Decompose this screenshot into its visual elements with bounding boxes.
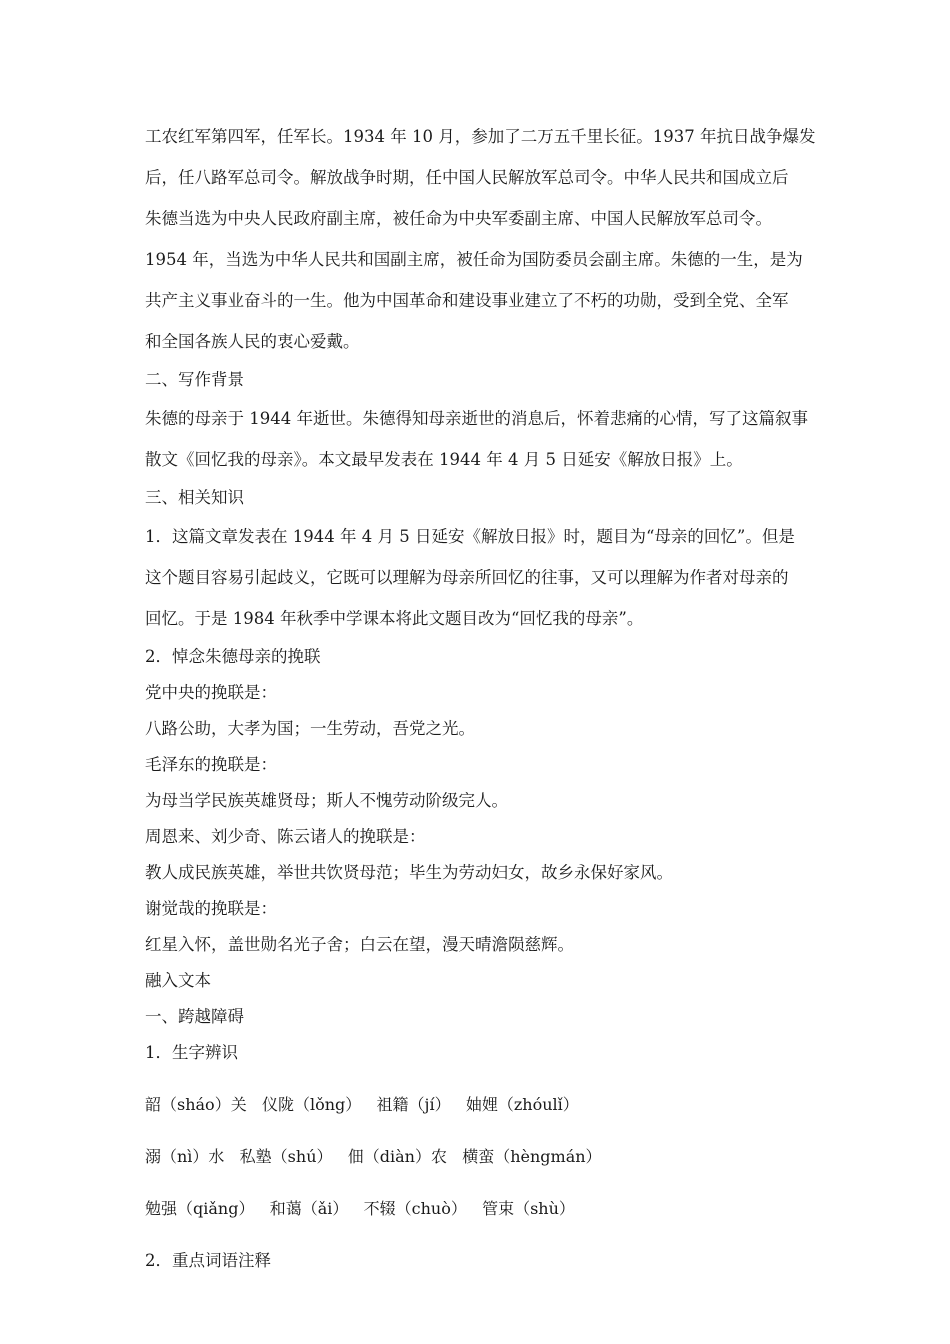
section-related-knowledge xyxy=(145,480,825,963)
text-line: 1954 年，当选为中华人民共和国副主席，被任命为国防委员会副主席。朱德的一生，是为 xyxy=(145,250,803,269)
section-heading: 三、相关知识 xyxy=(145,488,244,507)
section-into-text xyxy=(145,963,825,1279)
item-heading: 2．重点词语注释 xyxy=(145,1251,271,1270)
elegy-text: 教人成民族英雄，举世共饮贤母范；毕生为劳动妇女，故乡永保好家风。 xyxy=(145,863,673,882)
text-line: 朱德当选为中央人民政府副主席，被任命为中央军委副主席、中国人民解放军总司令。 xyxy=(145,209,772,228)
text-line: 和全国各族人民的衷心爱戴。 xyxy=(145,332,360,351)
section-heading: 二、写作背景 xyxy=(145,370,244,389)
text-line: 回忆。于是 1984 年秋季中学课本将此文题目改为“回忆我的母亲”。 xyxy=(145,609,644,628)
text-line: 后，任八路军总司令。解放战争时期，任中国人民解放军总司令。中华人民共和国成立后 xyxy=(145,168,789,187)
text-line: 工农红军第四军，任军长。1934 年 10 月，参加了二万五千里长征。1937 年抗日战争爆发 xyxy=(145,127,816,146)
elegy-text: 为母当学民族英雄贤母；斯人不愧劳动阶级完人。 xyxy=(145,791,508,810)
pinyin-row: 溺（nì）水 私塾（shú） 佃（diàn）农 横蛮（hèngmán） xyxy=(145,1147,602,1166)
section-writing-background xyxy=(145,362,825,480)
elegy-text: 红星入怀，盖世勋名光子舍；白云在望，漫天晴澹陨慈辉。 xyxy=(145,935,574,954)
text-line: 这个题目容易引起歧义，它既可以理解为母亲所回忆的往事，又可以理解为作者对母亲的 xyxy=(145,568,789,587)
text-line: 散文《回忆我的母亲》。本文最早发表在 1944 年 4 月 5 日延安《解放日报》上。 xyxy=(145,450,743,469)
item-heading: 2．悼念朱德母亲的挽联 xyxy=(145,647,321,666)
text-line: 1．这篇文章发表在 1944 年 4 月 5 日延安《解放日报》时，题目为“母亲的回忆”。但是 xyxy=(145,527,795,546)
item-heading: 1．生字辨识 xyxy=(145,1043,238,1062)
pinyin-row: 韶（sháo）关 仪陇（lǒng） 祖籍（jí） 妯娌（zhóulǐ） xyxy=(145,1095,579,1114)
elegy-text: 八路公助，大孝为国；一生劳动，吾党之光。 xyxy=(145,719,475,738)
section-heading: 一、跨越障碍 xyxy=(145,1007,244,1026)
document-page xyxy=(145,116,825,1279)
elegy-author: 谢觉哉的挽联是： xyxy=(145,899,277,918)
elegy-author: 党中央的挽联是： xyxy=(145,683,277,702)
pinyin-row: 勉强（qiǎng） 和蔼（ǎi） 不辍（chuò） 管束（shù） xyxy=(145,1199,575,1218)
biography-paragraph xyxy=(145,116,825,362)
elegy-author: 周恩来、刘少奇、陈云诸人的挽联是： xyxy=(145,827,426,846)
text-line: 朱德的母亲于 1944 年逝世。朱德得知母亲逝世的消息后，怀着悲痛的心情，写了这篇叙事 xyxy=(145,409,808,428)
section-title: 融入文本 xyxy=(145,971,211,990)
elegy-author: 毛泽东的挽联是： xyxy=(145,755,277,774)
text-line: 共产主义事业奋斗的一生。他为中国革命和建设事业建立了不朽的功勋，受到全党、全军 xyxy=(145,291,789,310)
